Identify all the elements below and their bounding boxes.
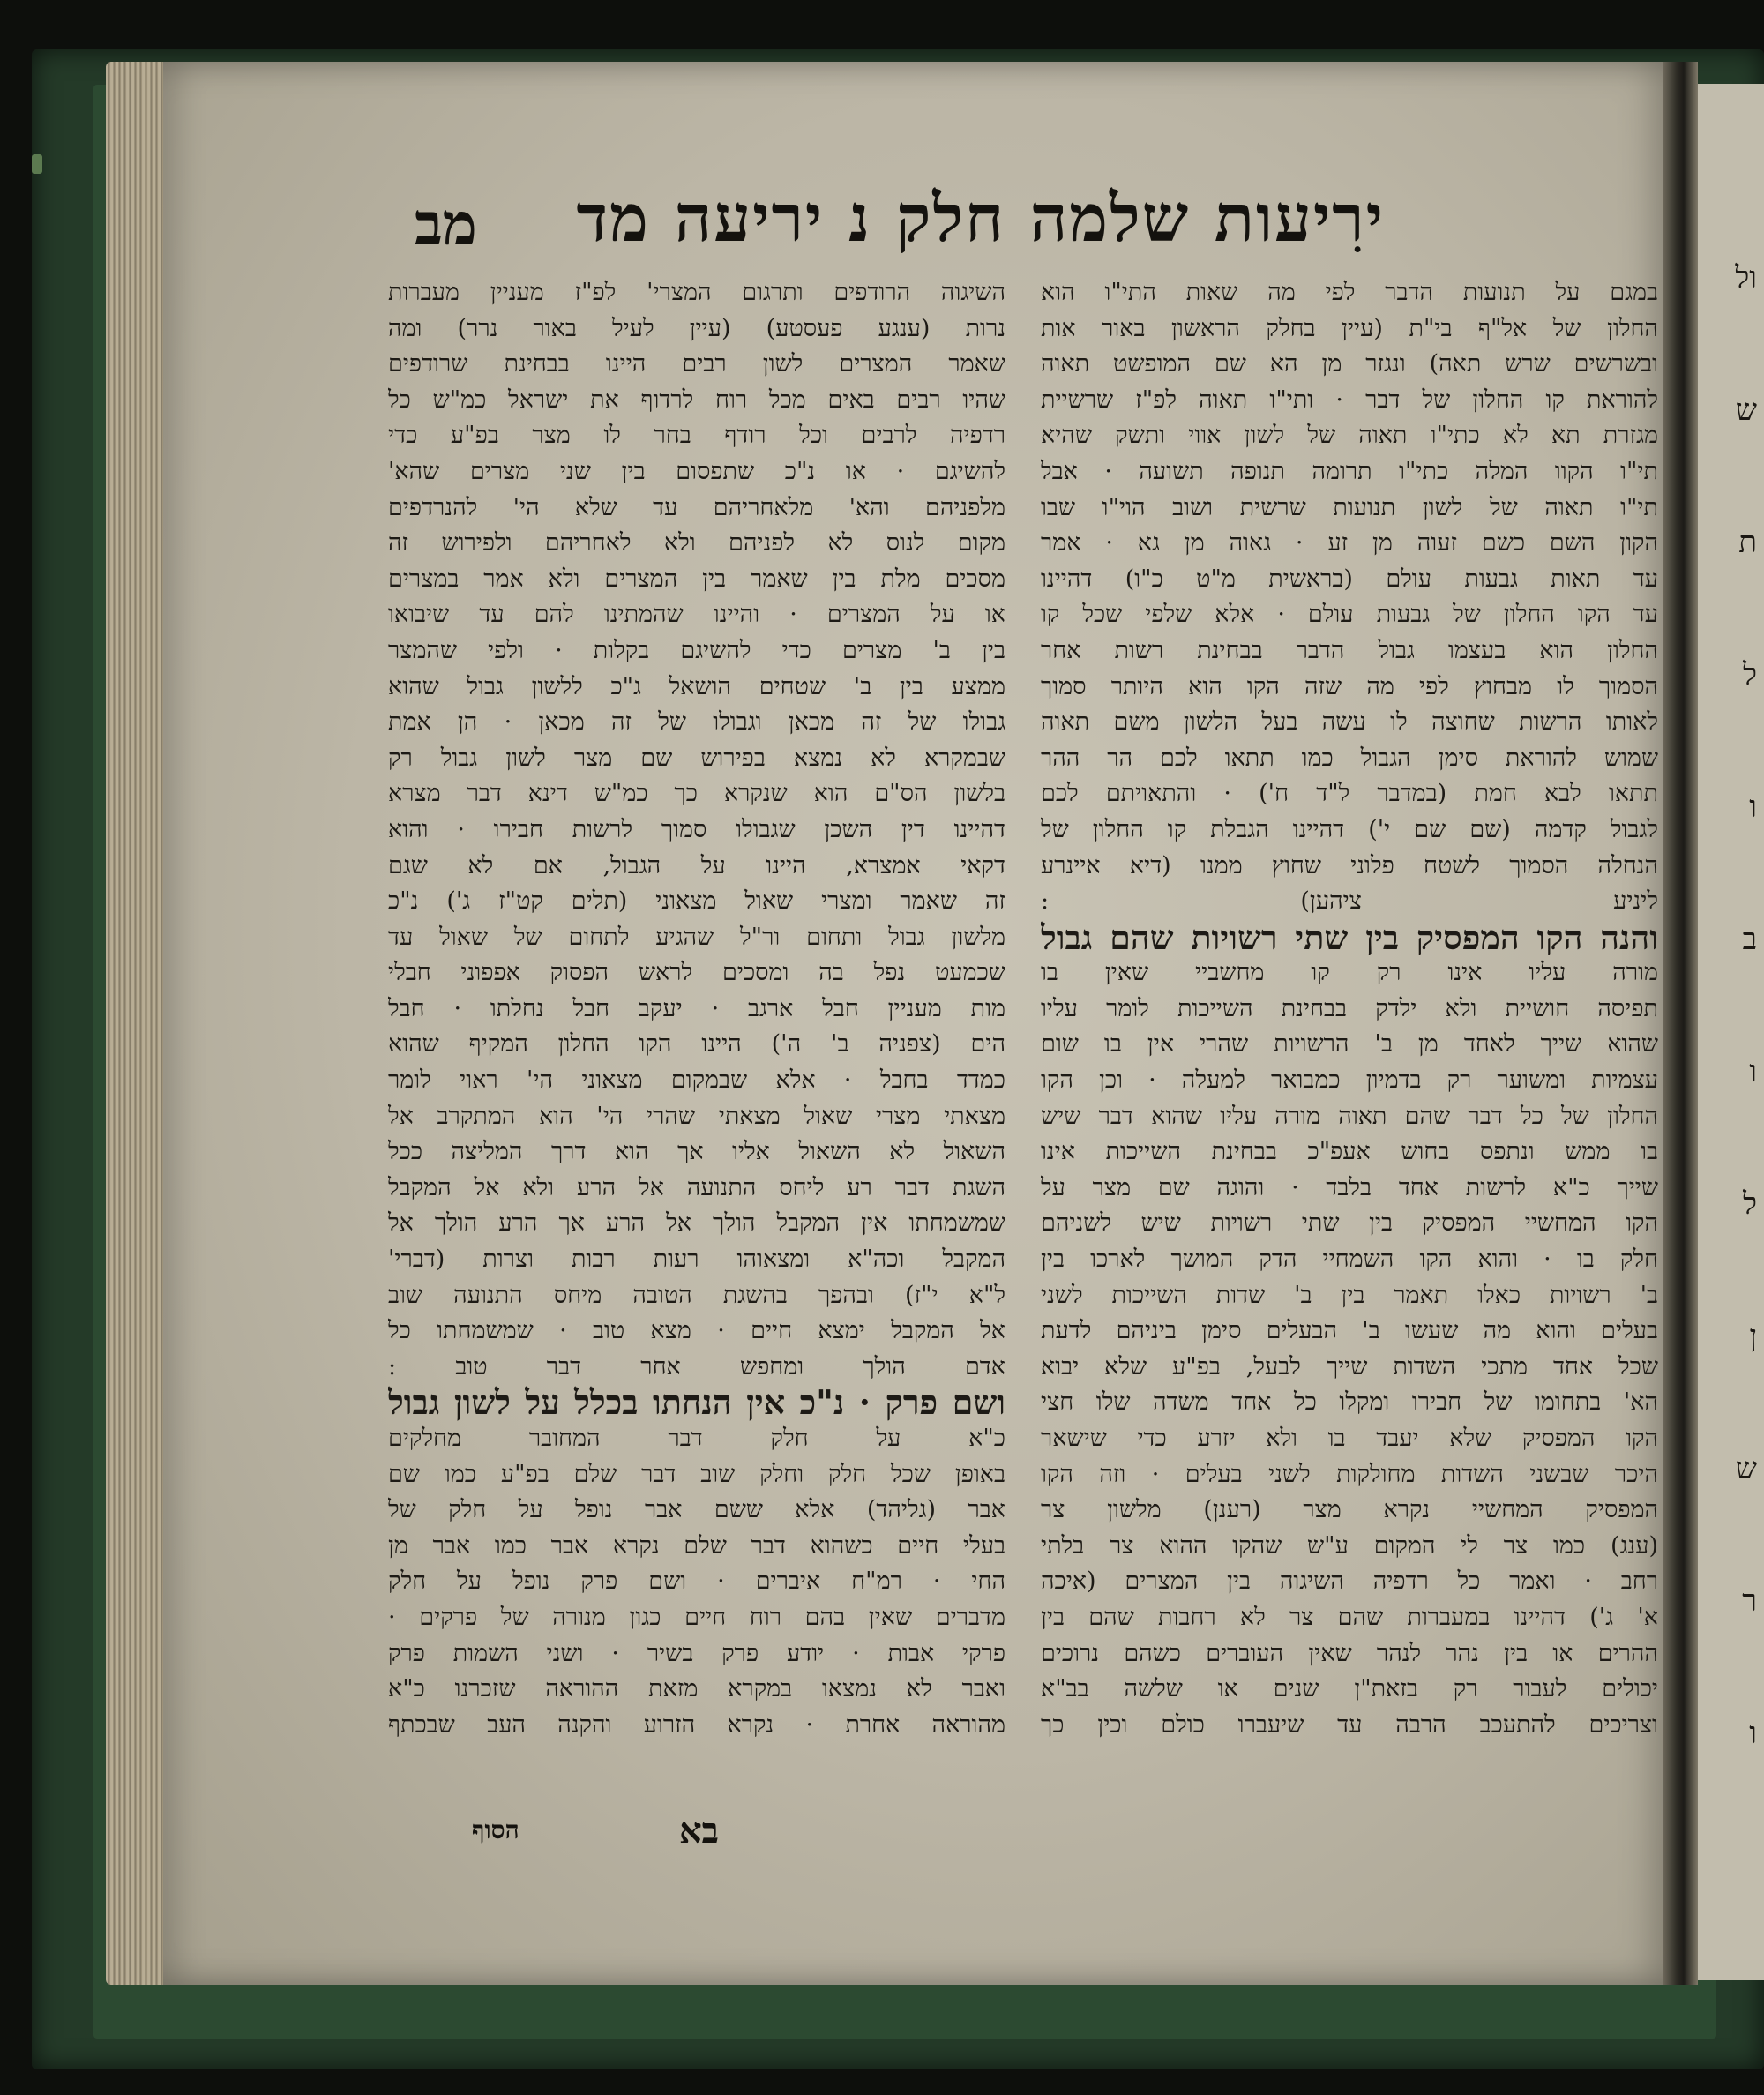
text-line: המפסיק המחשיי נקרא מצר (רענן) מלשון צר — [1041, 1496, 1658, 1524]
text-line: מורה עליו אינו רק קו מחשביי שאין בו — [1041, 959, 1658, 987]
facing-page-fragment: ל — [1743, 657, 1757, 692]
text-line: מלפניהם והא' מלאחריהם עד שלא הי' להנרדפים — [388, 493, 1005, 521]
text-line: שמוש להוראת סימן הגבול כמו תתאו לכם הר ההר — [1041, 744, 1658, 772]
text-line: ליניע ציהען) : — [1041, 887, 1658, 916]
text-line: מצאתי מצרי שאול מצאתי שהרי הי' הוא המתקרב אל — [388, 1102, 1005, 1130]
text-line: מקום לנוס לא לפניהם ולא לאחריהם ולפירוש זה — [388, 529, 1005, 557]
text-line: החי · רמ"ח איברים · ושם פרק נופל על חלק — [388, 1568, 1005, 1596]
facing-page-fragment: ש — [1735, 1451, 1757, 1486]
text-line: מסכים מלת בין שאמר בין המצרים ולא אמר במצרים — [388, 565, 1005, 593]
text-line: ובשרשים שרש תאה) ונגזר מן הא שם המופשט תאוה — [1041, 350, 1658, 378]
text-line: מלשון גבול ותחום ור"ל שהגיע לתחום של שאול עד — [388, 923, 1005, 951]
text-line: הים (צפניה ב' ה') היינו הקו החלון המקיף שהוא — [388, 1030, 1005, 1059]
text-line: ל"א י"ז) ובהפך בהשגת הטובה מיחס התנועה שוב — [388, 1281, 1005, 1309]
text-line: עד תאות גבעות עולם (בראשית מ"ט כ"ו) דהיינו — [1041, 565, 1658, 593]
text-line: לגבול קדמה (שם שם י') דהיינו הגבלת קו החלון של — [1041, 815, 1658, 843]
text-line: גבולו של זה מכאן וגבולו של זה מכאן · הן אמת — [388, 708, 1005, 737]
text-line: אל המקבל ימצא חיים · מצא טוב · שמשמחתו כל — [388, 1317, 1005, 1345]
text-line: בו ממש ונתפס בחוש אעפ"כ בבחינת השייכות אינו — [1041, 1138, 1658, 1166]
text-line: באופן שכל חלק וחלק שוב דבר שלם בפ"ע כמו שם — [388, 1460, 1005, 1488]
text-line: שהוא שייך לאחד מן ב' הרשויות שהרי אין בו שום — [1041, 1030, 1658, 1059]
text-line: מדברים שאין בהם רוח חיים כגון מנורה של פרקים · — [388, 1603, 1005, 1631]
text-line: השגת דבר רע ליחס התנועה אל הרע ולא אל המקבל — [388, 1173, 1005, 1201]
text-line: מגזרת תא לא כתי"ו תאוה של לשון אווי ותשק שהיא — [1041, 422, 1658, 450]
text-line: פרקי אבות · יודע פרק בשיר · ושני השמות פרק — [388, 1639, 1005, 1667]
text-line: הא' בתחומו של חבירו ומקלו כל אחד משדה שלו חצי — [1041, 1388, 1658, 1417]
facing-page-fragment: ו — [1749, 1716, 1757, 1751]
text-line: הנחלה הסמוך לשטח פלוני שחוץ ממנו (דיא איינרע — [1041, 851, 1658, 879]
signature-mark: בא — [679, 1810, 719, 1852]
facing-page-edge — [1698, 84, 1764, 1980]
text-line: רחב · ואמר כל רדפיה השיגוה בין המצרים (איכה — [1041, 1568, 1658, 1596]
facing-page-fragment: ב — [1742, 922, 1757, 957]
text-line: תפיסה חושיית ולא ילדק בבחינת השייכות לומר עליו — [1041, 994, 1658, 1022]
facing-page-fragment: ת — [1738, 525, 1757, 560]
text-line: או על המצרים · והיינו שהמתינו להם עד שיבואו — [388, 601, 1005, 629]
text-column-right — [1041, 275, 1658, 1743]
text-line: וצריכים להתעכב הרבה עד שיעברו כולם וכין כך — [1041, 1710, 1658, 1739]
text-line: דקאי אמצרא, היינו על הגבול, אם לא שגם — [388, 851, 1005, 879]
facing-page-fragment: ש — [1735, 393, 1757, 428]
text-line: רדפיה לרבים וכל רודף בחר לו מצר בפ"ע כדי — [388, 422, 1005, 450]
text-line: ואבר לא נמצאו במקרא מזאת ההוראה שזכרנו כ"א — [388, 1675, 1005, 1703]
text-line: כמדד בחבל · אלא שבמקום מצאוני הי' ראוי לומר — [388, 1066, 1005, 1095]
text-line: שייך כ"א לרשות אחד בלבד · והוגה שם מצר על — [1041, 1173, 1658, 1201]
page-header — [415, 181, 1385, 278]
text-line: החלון של אל"ף בי"ת (עיין בחלק הראשון באור אות — [1041, 314, 1658, 342]
cover-clasp — [32, 154, 42, 174]
facing-page-fragment: ל — [1743, 1186, 1757, 1222]
text-line: בעלים והוא מה שעשו ב' הבעלים סימן ביניהם לדעת — [1041, 1317, 1658, 1345]
text-line: מהוראה אחרת · נקרא הזרוע והקנה העב שבכתף — [388, 1710, 1005, 1739]
end-word: הסוף — [472, 1815, 519, 1844]
text-line: השיגוה הרודפים ותרגום המצרי' לפ"ז מעניין מעברות — [388, 279, 1005, 306]
text-line: שאמר המצרים לשון רבים היינו בבחינת שרודפים — [388, 350, 1005, 378]
text-line: אדם הולך ומחפש אחר דבר טוב : — [388, 1352, 1005, 1380]
text-line: ב' רשויות כאלו תאמר בין ב' שדות השייכות לשני — [1041, 1281, 1658, 1309]
text-line: בלשון הס"ם הוא שנקרא כך כמ"ש דינא דבר מצרא — [388, 780, 1005, 808]
text-line: (ענג) כמו צר לי המקום ע"ש שהקו ההוא צר בלתי — [1041, 1531, 1658, 1560]
text-line: שכל אחד מתכי השדות שייך לבעל, בפ"ע שלא יבוא — [1041, 1352, 1658, 1380]
text-line: והנה הקו המפסיק בין שתי רשויות שהם גבול — [1041, 919, 1658, 956]
text-line: בין ב' מצרים כדי להשיגם בקלות · ולפי שהמצר — [388, 636, 1005, 664]
text-line: תי"ו הקוו המלה כתי"ו תרומה תנופה תשועה · אבל — [1041, 457, 1658, 485]
running-title: ירִיעות שלמה חלק נ יריעה מד — [576, 181, 1385, 257]
facing-page-fragment: ר — [1742, 1583, 1757, 1619]
text-line: א' ג') דהיינו במעברות שהם צר לא רחבות שהם בין — [1041, 1603, 1658, 1631]
page-number: מב — [415, 190, 477, 258]
text-line: אבר (גליהד) אלא ששם אבר נופל על חלק של — [388, 1496, 1005, 1524]
facing-page-fragment: ו — [1749, 1054, 1757, 1089]
text-line: כ"א על חלק דבר המחובר מחלקים — [388, 1425, 1005, 1452]
text-line: השאול לא השאול אליו אך הוא דרך המליצה ככל — [388, 1138, 1005, 1166]
text-line: המקבל וכה"א ומצאוהו רעות רבות וצרות (דברי' — [388, 1246, 1005, 1274]
page-footer — [388, 1810, 1005, 1863]
text-line: עצמיות ומשוער רק בדמיון כמבואר למעלה · וכן הקו — [1041, 1066, 1658, 1095]
text-line: הקו המפסיק שלא יעבד בו ולא יזרע כדי שישאר — [1041, 1425, 1658, 1452]
text-line: ההרים או בין נהר לנהר שאין העוברים כשהם נרוכים — [1041, 1639, 1658, 1667]
text-line: ושם פרק · נ"כ אין הנחתו בכלל על לשון גבול — [388, 1385, 1005, 1421]
text-line: לאותו הרשות שחוצה לו עשה בעל הלשון משם תאוה — [1041, 708, 1658, 737]
text-line: הסמוך לו מבחוץ לפי מה שזה הקו הוא היותר סמוך — [1041, 672, 1658, 700]
text-line: החלון הוא בעצמו גבול הדבר בבחינת רשות אחר — [1041, 636, 1658, 664]
text-line: להוראת קו החלון של דבר · ותי"ו תאוה לפ"ז שרשיית — [1041, 385, 1658, 414]
text-line: הקו המחשיי המפסיק בין שתי רשויות שיש לשניהם — [1041, 1209, 1658, 1238]
text-line: שמשמחתו אין המקבל הולך אל הרע אך הרע הולך אל — [388, 1209, 1005, 1238]
text-line: היכר שבשני השדות מחולקות לשני בעלים · וזה הקו — [1041, 1460, 1658, 1488]
text-line: חלק בו · והוא הקו השמחיי הדק המושך לארכו בין — [1041, 1246, 1658, 1274]
text-line: דהיינו דין השכן שגבולו סמוך לרשות חבירו · והוא — [388, 815, 1005, 843]
text-line: זה שאמר ומצרי שאול מצאוני (תלים קט"ז ג') נ"כ — [388, 887, 1005, 916]
text-line: עד הקו החלון של גבעות עולם · אלא שלפי שכל קו — [1041, 601, 1658, 629]
facing-page-fragment: ול — [1735, 260, 1757, 296]
text-line: יכולים לעבור רק בזאת"ן שנים או שלשה בב"א — [1041, 1675, 1658, 1703]
text-line: הקון השם כשם זעוה מן זע · גאוה מן גא · אמר — [1041, 529, 1658, 557]
text-line: במגם על תנועות הדבר לפי מה שאות התי"ו הוא — [1041, 279, 1658, 306]
text-line: מות מעניין חבל ארגב · יעקב חבל נחלתו · חבל — [388, 994, 1005, 1022]
facing-page-fragment: ן — [1749, 1319, 1757, 1354]
text-line: להשיגם · או נ"כ שתפסום בין שני מצרים שהא' — [388, 457, 1005, 485]
facing-page-fragment: ו — [1749, 789, 1757, 825]
text-line: שהיו רבים באים מכל רוח לרדוף את ישראל כמ"ש כל — [388, 385, 1005, 414]
text-line: החלון של כל דבר שהם תאוה מורה עליו שהוא דבר שיש — [1041, 1102, 1658, 1130]
text-line: בעלי חיים כשהוא דבר שלם נקרא אבר כמו אבר מן — [388, 1531, 1005, 1560]
book-gutter — [1663, 62, 1698, 1985]
page-edges — [106, 62, 169, 1985]
text-column-left — [388, 275, 1005, 1743]
text-line: שבמקרא לא נמצא בפירוש שם מצר לשון גבול רק — [388, 744, 1005, 772]
text-line: ממצע בין ב' שטחים הושאל ג"כ ללשון גבול שהוא — [388, 672, 1005, 700]
text-line: נרות (ענגע פעסטע) (עיין לעיל באור נרר) ומה — [388, 314, 1005, 342]
text-line: שכמעט נפל בה ומסכים לראש הפסוק אפפוני חבלי — [388, 959, 1005, 987]
text-line: תתאו לבא חמת (במדבר ל"ד ח') · והתאויתם לכם — [1041, 780, 1658, 808]
text-line: תי"ו תאוה של לשון תנועות שרשית ושוב הוי"ו שבו — [1041, 493, 1658, 521]
